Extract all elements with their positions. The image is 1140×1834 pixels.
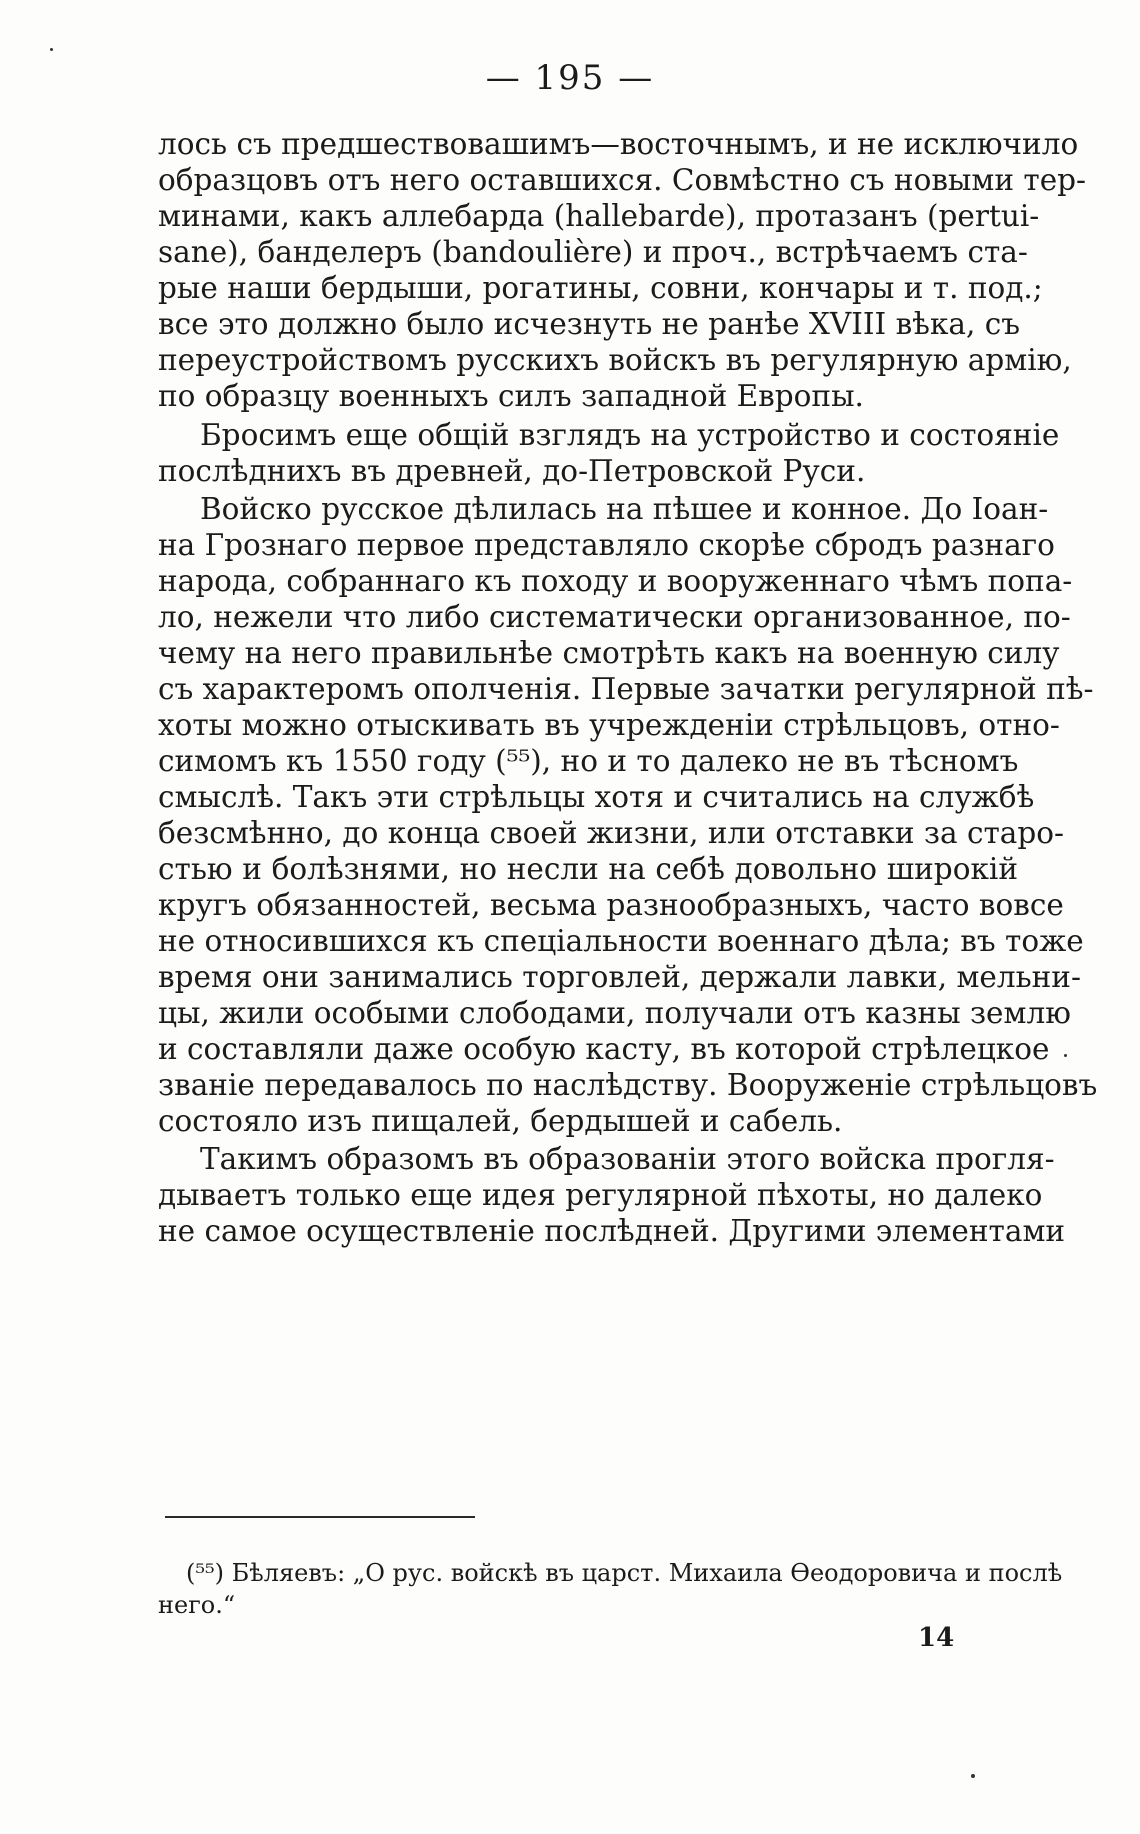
text-line: не самое осуществленіе послѣдней. Другими элементами xyxy=(158,1214,1066,1248)
print-speck xyxy=(1064,1054,1067,1057)
text-line: и составляли даже особую касту, въ которой стрѣлецкое xyxy=(158,1032,1050,1066)
page-number: — 195 — xyxy=(485,58,655,98)
text-line: sane), банделеръ (bandoulière) и проч., встрѣчаемъ ста- xyxy=(158,235,1028,269)
text-line: цы, жили особыми слободами, получали отъ казны землю xyxy=(158,996,1071,1030)
text-line: хоты можно отыскивать въ учрежденіи стрѣльцовъ, отно- xyxy=(158,708,1060,742)
text-line: смыслѣ. Такъ эти стрѣльцы хотя и считались на службѣ xyxy=(158,780,1035,814)
text-line: переустройствомъ русскихъ войскъ въ регулярную армію, xyxy=(158,343,1072,377)
text-line: по образцу военныхъ силъ западной Европы. xyxy=(158,379,864,413)
text-line: кругъ обязанностей, весьма разнообразныхъ, часто вовсе xyxy=(158,888,1064,922)
text-line: образцовъ отъ него оставшихся. Совмѣстно съ новыми тер- xyxy=(158,163,1087,197)
text-line: состояло изъ пищалей, бердышей и сабель. xyxy=(158,1104,843,1138)
footnote-divider xyxy=(165,1516,475,1518)
text-line: минами, какъ аллебарда (hallebarde), протазанъ (pertui- xyxy=(158,199,1040,233)
text-line: ло, нежели что либо систематически организованное, по- xyxy=(158,600,1071,634)
text-line: званіе передавалось по наслѣдству. Вооруженіе стрѣльцовъ xyxy=(158,1068,1098,1102)
print-speck xyxy=(971,1774,975,1778)
paragraph-first-line: Такимъ образомъ въ образованіи этого войска прогля- xyxy=(200,1142,1055,1176)
text-line: стью и болѣзнями, но несли на себѣ довольно широкій xyxy=(158,852,1018,886)
footnote-line: (⁵⁵) Бѣляевъ: „О рус. войскѣ въ царст. Михаила Ѳеодоровича и послѣ xyxy=(186,1559,1063,1587)
paragraph-first-line: Войско русское дѣлилась на пѣшее и конное. До Іоан- xyxy=(200,492,1049,526)
text-line: послѣднихъ въ древней, до-Петровской Руси. xyxy=(158,454,866,488)
signature-mark: 14 xyxy=(918,1623,955,1653)
text-line: лось съ предшествовашимъ—восточнымъ, и не исключило xyxy=(158,127,1079,161)
print-speck xyxy=(50,48,53,51)
text-line: чему на него правильнѣе смотрѣть какъ на военную силу xyxy=(158,636,1060,670)
text-line: народа, собраннаго къ походу и вооруженнаго чѣмъ попа- xyxy=(158,564,1073,598)
text-line: рые наши бердыши, рогатины, совни, кончары и т. под.; xyxy=(158,271,1043,305)
text-line: все это должно было исчезнуть не ранѣе XVIII вѣка, съ xyxy=(158,307,1021,341)
text-line: съ характеромъ ополченія. Первые зачатки регулярной пѣ- xyxy=(158,672,1094,706)
footnote-line: него.“ xyxy=(158,1591,236,1619)
text-line: безсмѣнно, до конца своей жизни, или отставки за старо- xyxy=(158,816,1064,850)
paragraph-first-line: Бросимъ еще общій взглядъ на устройство и состояніе xyxy=(200,418,1060,452)
text-line: симомъ къ 1550 году (⁵⁵), но и то далеко не въ тѣсномъ xyxy=(158,744,1019,778)
text-line: на Грознаго первое представляло скорѣе сбродъ разнаго xyxy=(158,528,1055,562)
text-line: дываетъ только еще идея регулярной пѣхоты, но далеко xyxy=(158,1178,1043,1212)
text-line: не относившихся къ спеціальности военнаго дѣла; въ тоже xyxy=(158,924,1084,958)
text-line: время они занимались торговлей, держали лавки, мельни- xyxy=(158,960,1081,994)
